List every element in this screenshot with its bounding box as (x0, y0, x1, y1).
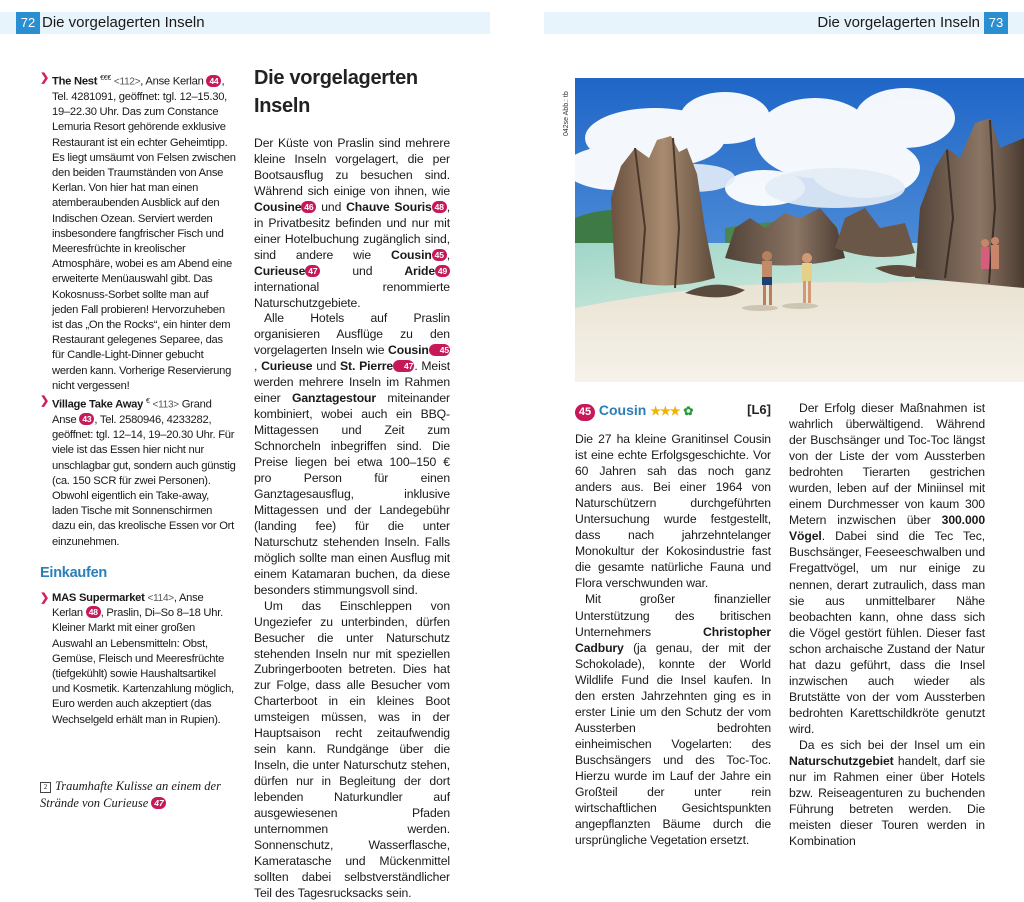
map-marker: 49 (435, 265, 450, 277)
listing-text: , Praslin, Di–So 8–18 Uhr. Kleiner Markt mit einer großen Auswahl an Lebensmitteln: Obst, Gemüse, Fleisch und Meeresfrüchte (tiefgekühlt) sowie Haushaltsartikel und Kosmetik. Kartenzahlung möglich, Euro werden auch akzeptiert (das Wechselgeld erhält man in Rupien). (52, 607, 234, 726)
map-ref: <112> (113, 76, 141, 88)
price-level: €€€ (100, 75, 112, 82)
listing-name: MAS Supermarket (52, 591, 145, 604)
caption-ref-icon: 2 (40, 782, 51, 793)
cousin-paragraph: Da es sich bei der Insel um ein Naturschutzgebiet handelt, darf sie nur im Rahmen einer über Hotels bzw. Reiseagenturen zu buchenden Führung betreten werden. Die meisten dieser Touren werden in Kombination (789, 737, 985, 849)
right-page-number: 73 (984, 12, 1008, 34)
cousin-heading (575, 402, 771, 420)
caption-text: Traumhafte Kulisse an einem der Strände von Curieuse (40, 779, 221, 810)
map-marker: 43 (79, 413, 94, 425)
listing-text: , Tel. 4281091, geöffnet: tgl. 12–15.30, 19–22.30 Uhr. Das zum Constance Lemuria Resort gehörende exklusive Restaurant ist ein echter Geheimtipp. Es liegt umsäumt von Felsen zwischen den beiden Traumständen von Anse Kerlan. Von hier hat man einen atemberaubenden Ausblick auf den Indischen Ozean. Serviert werden insbesondere fangfrischer Fisch und Meeresfrüchte in kreolischer Atmosphäre, wobei es am Abend eine erweiterte Menüauswahl gibt. Das Kokosnuss-Sorbet sollte man auf jeden Fall probieren! Hervorzuheben ist das „On the Rocks“, ein hinter dem Restaurant gelegenes Separee, das für Candle-Light-Dinner gebucht werden kann. Vorherige Reservierung nicht vergessen! (52, 75, 236, 392)
cousin-column-right (789, 400, 985, 849)
map-ref: <113> (152, 399, 179, 411)
map-marker: 45 (575, 404, 595, 421)
listing-text: , Tel. 2580946, 4233282, geöffnet: tgl. 12–14, 19–20.30 Uhr. Für viele ist das Essen hier nicht nur unschlagbar gut, sondern auch günstig (ca. 150 SCR für zwei Personen). Obwohl eigentlich ein Take-away, laden Tische mit Sonnenschirmen dazu ein, das kreolische Essen vor Ort einzunehmen. (52, 413, 236, 548)
price-level: € (145, 398, 150, 405)
star-rating: ★★★ (650, 404, 680, 418)
left-page-number: 72 (16, 12, 40, 34)
article-paragraph: Um das Einschleppen von Ungeziefer zu unterbinden, dürfen Besucher die unter Naturschutz stehenden Inseln nur mit speziellen Zubringerbooten betreten. Dies hat zur Folge, dass alle Besucher vom Charterboot in ein kleines Boot umsteigen müssen, was in der Hauptsaison recht zeitaufwendig sein kann. Rundgänge über die Inseln, die unter Naturschutz stehen, dürfen nur in Begleitung der dort lebenden Naturkundler auf ausgewiesenen Pfaden unternommen werden. Sonnenschutz, Wasserflasche, Kameratasche und Mückenmittel sollten dabei selbstverständlicher Teil des Tagesrucksacks sein. (254, 598, 450, 900)
grid-ref: [L6] (747, 402, 771, 417)
map-marker: 45 (432, 249, 447, 261)
cousin-column-left (575, 431, 771, 848)
listing-mas-supermarket: ❯ MAS Supermarket <114>, Anse Kerlan 48 , Praslin, Di–So 8–18 Uhr. Kleiner Markt mit einer großen Auswahl an Lebensmitteln: Obst, Gemüse, Fleisch und Meeresfrüchte (tiefgekühlt) sowie Haushaltsartikel und Kosmetik. Kartenzahlung möglich, Euro werden auch akzeptiert (das Wechselgeld erhält man in Rupien). (40, 591, 234, 726)
article-paragraph: Alle Hotels auf Praslin organisieren Ausflüge zu den vorgelagerten Inseln wie Cousin 45, Curieuse und St. Pierre 47. Meist werden mehrere Inseln im Rahmen einer Ganztagestour miteinander kombiniert, wobei auch ein BBQ-Mittagessen und Zeit zum Schnorcheln inbegriffen sind. Die Preise liegen bei etwa 100–150 € pro Person für einen Ganztagesausflug, inklusive Mittagessen und der Landegebühr (landing fee) für die unter Naturschutz stehenden Inseln. Falls möglich sollte man einen Ausflug mit einem Katamaran buchen, da diese besonders stimmungsvoll sind. (254, 311, 450, 597)
map-marker: 47 (151, 797, 166, 809)
listings-column (40, 71, 236, 728)
article-title: Die vorgelagerten Inseln (254, 67, 418, 117)
map-marker: 47 (305, 265, 320, 277)
map-marker: 48 (432, 201, 447, 213)
cousin-paragraph: Die 27 ha kleine Granitinsel Cousin ist eine echte Erfolgsgeschichte. Vor 60 Jahren sah das noch ganz anders aus. Bei einer 1964 von Naturschützern durchgeführten Untersuchung wurde festgestellt, dass nach jahrzehntelanger Monokultur der Kokosindustrie fast die gesamte natürliche Fauna und Flora verschwunden war. (575, 432, 771, 591)
cousin-title: Cousin (598, 402, 647, 418)
map-marker: 47 (393, 360, 414, 372)
left-running-head: Die vorgelagerten Inseln (42, 14, 205, 31)
map-ref: <114> (147, 592, 174, 604)
photo-credit: 042se Abb.: tb (563, 91, 570, 136)
article-column (254, 64, 450, 902)
arrow-icon: ❯ (40, 591, 49, 604)
clover-icon: ✿ (683, 404, 694, 418)
listing-village-take-away: ❯ Village Take Away € <113> Grand Anse 43 , Tel. 2580946, 4233282, geöffnet: tgl. 12–14, 19–20.30 Uhr. Für viele ist das Essen hier nicht nur unschlagbar gut, sondern auch günstig (ca. 150 SCR für zwei Personen). Obwohl eigentlich ein Take-away, laden Tische mit Sonnenschirmen dazu ein, das kreolische Essen vor Ort einzunehmen. (40, 395, 236, 548)
listing-name: The Nest (52, 75, 98, 88)
map-marker: 48 (86, 606, 101, 618)
cousin-paragraph: Mit großer finanzieller Unterstützung des britischen Unternehmers Christopher Cadbury (ja genau, der mit der Schokolade), konnte der World Wildlife Fund die Insel kaufen. In den ersten Jahrzehnten ging es in erster Linie um den Schutz der vom Aussterben bedrohten einheimischen Vogelarten: des Buschsängers und des Toc-Toc. Hierzu wurde im Lauf der Jahre ein Großteil der unter rein wirtschaftlichen Gesichtspunkten angepflanzten Bäume durch die ursprüngliche Vegetation ersetzt. (575, 592, 771, 848)
map-marker: 44 (206, 75, 221, 87)
cousin-paragraph: Der Erfolg dieser Maßnahmen ist wahrlich überwältigend. Während der Buschsänger und Toc-Toc längst von der Liste der vom Aussterben bedrohten Tierarten gestrichen wurden, leben auf der Miniinsel mit einem Durchmesser von kaum 300 Metern inzwischen über 300.000 Vögel. Dabei sind die Tec Tec, Buschsänger, Feeseeschwalben und Fregattvögel, um nur einige zu nennen, derart zutraulich, dass man sie aus unmittelbarer Nähe beobachten kann, ohne dass sich die Vögel gestört fühlen. Dieser fast schon archaische Zustand der Natur hat dazu geführt, dass die Insel inzwischen auch wieder als Brutstätte von der vom Aussterben bedrohten Karettschildkröte genutzt wird. (789, 401, 985, 736)
map-marker: 45 (429, 344, 450, 356)
map-marker: 46 (301, 201, 316, 213)
arrow-icon: ❯ (40, 395, 49, 407)
right-running-head: Die vorgelagerten Inseln (817, 14, 980, 31)
listing-name: Village Take Away (52, 398, 144, 411)
arrow-icon: ❯ (40, 72, 49, 84)
listing-the-nest: ❯ The Nest €€€ <112>, Anse Kerlan 44 , Tel. 4281091, geöffnet: tgl. 12–15.30, 19–22.30 Uhr. Das zum Constance Lemuria Resort gehörende exklusive Restaurant ist ein echter Geheimtipp. Es liegt umsäumt von Felsen zwischen den beiden Traumständen von Anse Kerlan. Von hier hat man einen atemberaubenden Ausblick auf den Indischen Ozean. Serviert werden insbesondere fangfrischer Fisch und Meeresfrüchte in kreolischer Atmosphäre, wobei es am Abend eine erweiterte Menüauswahl gibt. Das Kokosnuss-Sorbet sollte man auf jeden Fall probieren! Hervorzuheben ist das „On the Rocks“, ein hinter dem Restaurant gelegenes Separee, das für Candle-Light-Dinner gebucht werden kann. Vorherige Reservierung nicht vergessen! (40, 72, 236, 392)
photo-caption (40, 778, 240, 812)
beach-photo (575, 78, 1024, 382)
shopping-heading: Einkaufen (40, 564, 108, 581)
article-paragraph: Der Küste von Praslin sind mehrere kleine Inseln vorgelagert, die per Bootsausflug zu besuchen sind. Während sich einige von ihnen, wie Cousine 46 und Chauve Souris 48 , in Privatbesitz befinden und nur mit einer Hotelbuchung zugänglich sind, sind andere wie Cousin 45 , Curieuse 47 und Aride 49 international renommierte Naturschutzgebiete. (254, 136, 450, 310)
